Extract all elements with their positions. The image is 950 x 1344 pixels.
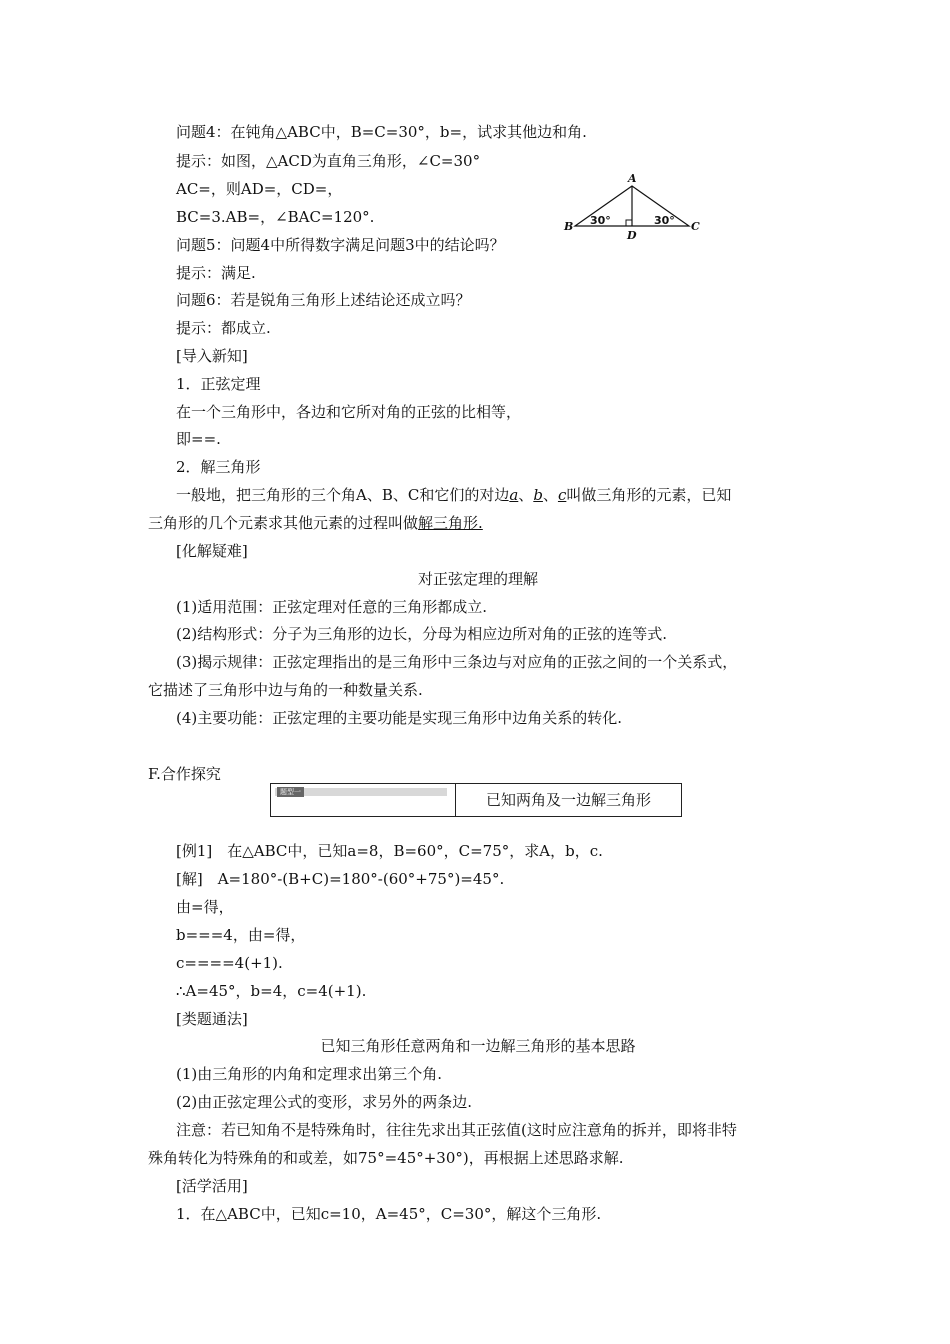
right-angle-mark bbox=[626, 220, 632, 226]
method-1: (1)由三角形的内角和定理求出第三个角. bbox=[176, 1065, 443, 1083]
understanding-2: (2)结构形式：分子为三角形的边长，分母为相应边所对角的正弦的连等式. bbox=[176, 625, 668, 643]
vertex-a-label: A bbox=[628, 172, 637, 185]
solve-triangle-definition-line-2 bbox=[148, 513, 483, 533]
side-c-underlined: c bbox=[557, 486, 567, 504]
solution-line-4: c====4(+1). bbox=[176, 954, 283, 972]
sine-law-equation: 即==. bbox=[176, 430, 221, 448]
banner-title: 已知两角及一边解三角形 bbox=[485, 791, 651, 809]
angle-c-label: 30° bbox=[654, 214, 675, 227]
solution-line-2: 由=得， bbox=[176, 898, 234, 916]
item-1-heading: 1．正弦定理 bbox=[176, 375, 261, 393]
question-4: 问题4：在钝角△ABC中，B=C=30°，b=，试求其他边和角. bbox=[176, 123, 587, 141]
hint-6: 提示：都成立. bbox=[176, 319, 271, 337]
solve-def-text-a: 一般地，把三角形的三个角A、B、C和它们的对边 bbox=[176, 486, 510, 504]
solve-def-text-c: 三角形的几个元素求其他元素的过程叫做 bbox=[148, 514, 419, 532]
solve-triangle-definition-line-1 bbox=[176, 485, 731, 505]
banner-tag: 题型一 bbox=[277, 787, 304, 797]
hint-4a: 提示：如图，△ACD为直角三角形，∠C=30° bbox=[176, 152, 481, 170]
question-5: 问题5：问题4中所得数字满足问题3中的结论吗？ bbox=[176, 236, 505, 254]
cooperative-exploration-heading: F.合作探究 bbox=[148, 765, 221, 783]
solution-line-3: b===4，由=得， bbox=[176, 926, 306, 944]
understanding-3a: (3)揭示规律：正弦定理指出的是三角形中三条边与对应角的正弦之间的一个关系式， bbox=[176, 653, 738, 671]
understanding-4: (4)主要功能：正弦定理的主要功能是实现三角形中边角关系的转化. bbox=[176, 709, 623, 727]
solve-def-sep-1: 、 bbox=[518, 486, 534, 504]
sine-law-definition: 在一个三角形中，各边和它所对角的正弦的比相等， bbox=[176, 403, 522, 421]
solve-triangle-term: 解三角形. bbox=[418, 514, 483, 532]
item-2-heading: 2．解三角形 bbox=[176, 458, 261, 476]
question-6: 问题6：若是锐角三角形上述结论还成立吗？ bbox=[176, 291, 471, 309]
hint-4b: AC=，则AD=，CD=， bbox=[176, 180, 343, 198]
solve-def-text-b: 叫做三角形的元素，已知 bbox=[566, 486, 732, 504]
method-title: 已知三角形任意两角和一边解三角形的基本思路 bbox=[320, 1037, 636, 1055]
understanding-1: (1)适用范围：正弦定理对任意的三角形都成立. bbox=[176, 598, 488, 616]
vertex-d-label: D bbox=[627, 229, 637, 242]
triangle-figure bbox=[560, 170, 710, 245]
vertex-c-label: C bbox=[691, 220, 700, 233]
vertex-b-label: B bbox=[564, 220, 574, 233]
side-b-underlined: b bbox=[533, 486, 543, 504]
understanding-3b: 它描述了三角形中边与角的一种数量关系. bbox=[148, 681, 423, 699]
note-line-2: 殊角转化为特殊角的和或差，如75°=45°+30°)，再根据上述思路求解. bbox=[148, 1149, 624, 1167]
hint-4c: BC=3.AB=，∠BAC=120°. bbox=[176, 208, 375, 226]
section-apply: [活学活用] bbox=[176, 1177, 248, 1195]
section-general-method: [类题通法] bbox=[176, 1010, 248, 1028]
note-line-1: 注意：若已知角不是特殊角时，往往先求出其正弦值(这时应注意角的拆并，即将非特 bbox=[176, 1121, 737, 1139]
hint-5: 提示：满足. bbox=[176, 264, 256, 282]
banner-tag-area bbox=[271, 784, 455, 816]
solve-def-sep-2: 、 bbox=[542, 486, 558, 504]
understanding-title: 对正弦定理的理解 bbox=[417, 570, 538, 588]
apply-exercise-1: 1．在△ABC中，已知c=10，A=45°，C=30°，解这个三角形. bbox=[176, 1205, 602, 1223]
angle-b-label: 30° bbox=[590, 214, 611, 227]
example-1: [例1] 在△ABC中，已知a=8，B=60°，C=75°，求A，b，c. bbox=[176, 842, 603, 860]
section-difficulties: [化解疑难] bbox=[176, 542, 248, 560]
solution-line-5: ∴A=45°，b=4，c=4(+1). bbox=[176, 982, 367, 1000]
solution-line-1: [解] A=180°-(B+C)=180°-(60°+75°)=45°. bbox=[176, 870, 505, 888]
method-2: (2)由正弦定理公式的变形，求另外的两条边. bbox=[176, 1093, 473, 1111]
problem-type-banner bbox=[270, 783, 682, 817]
section-new-knowledge: [导入新知] bbox=[176, 347, 248, 365]
side-a-underlined: a bbox=[509, 486, 519, 504]
